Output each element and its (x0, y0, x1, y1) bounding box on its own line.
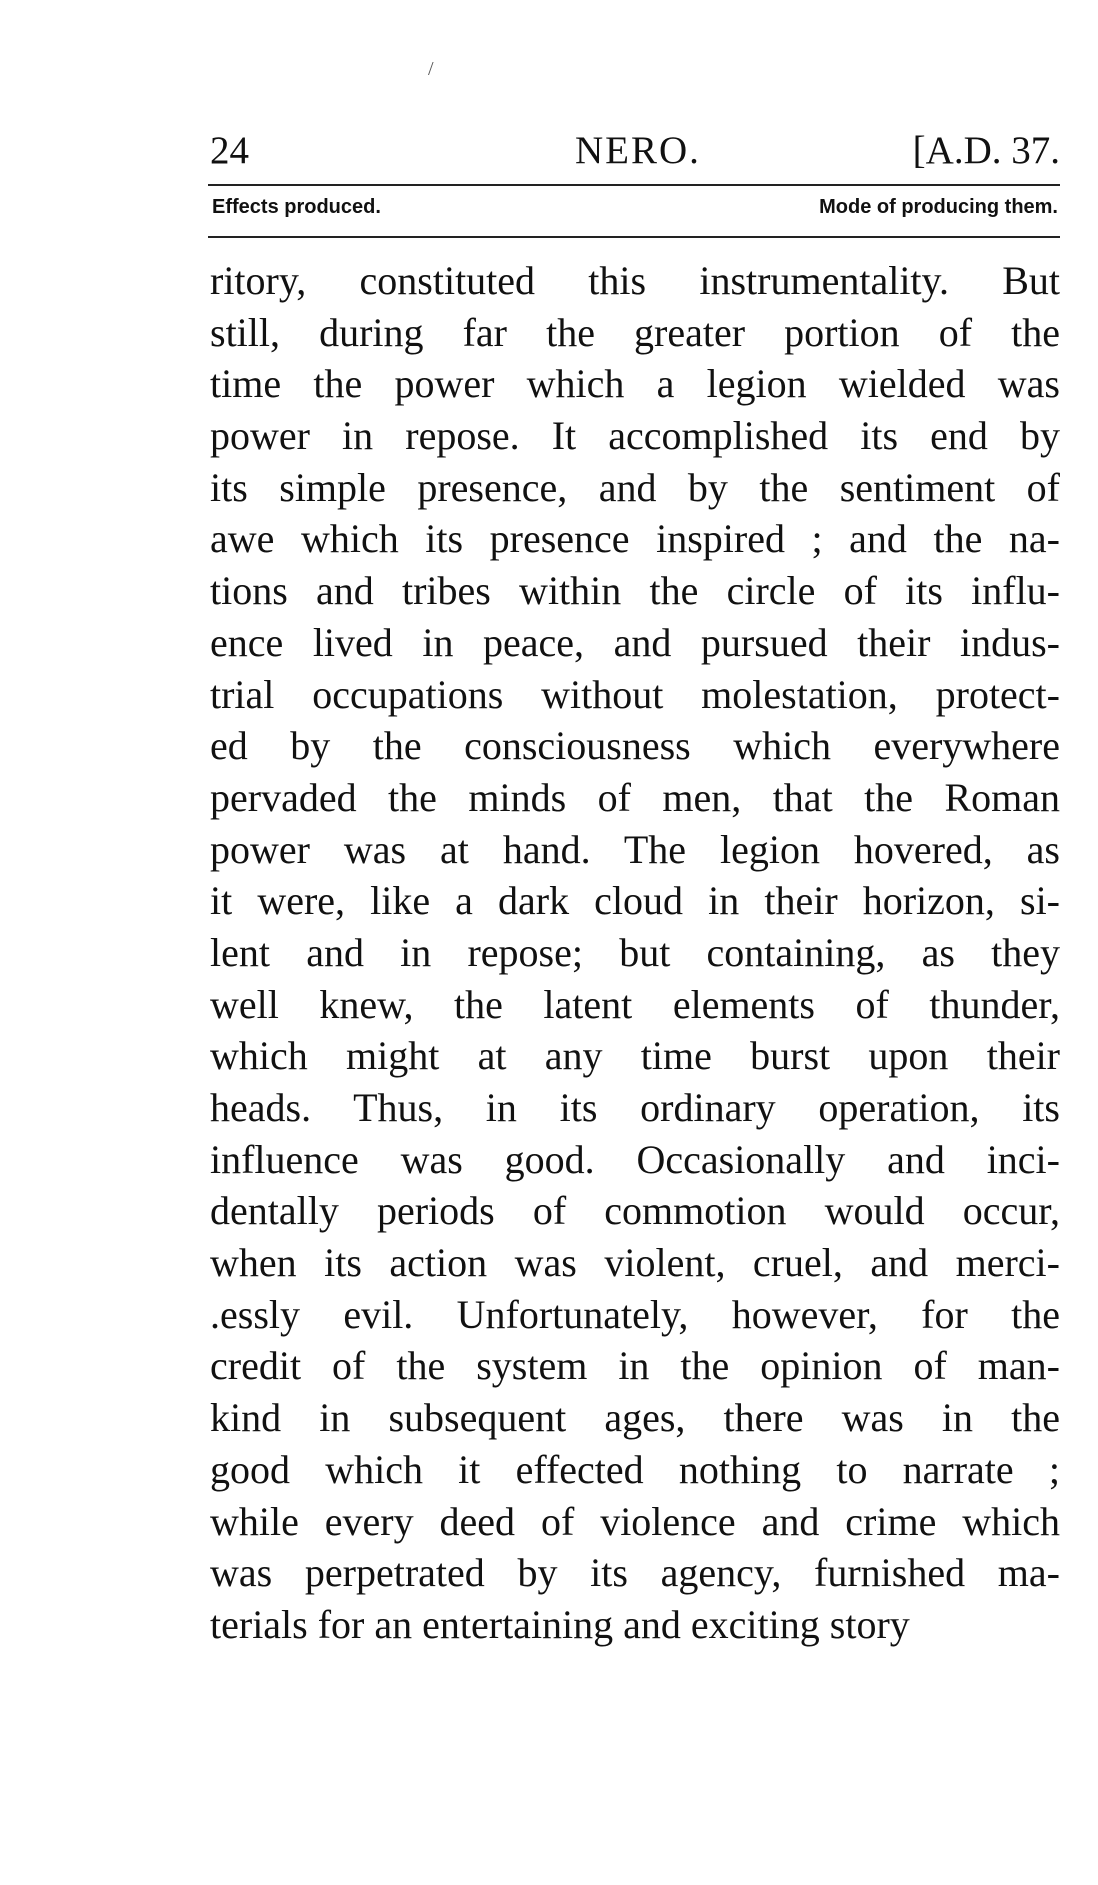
running-head (210, 128, 1060, 180)
page-number: 24 (210, 129, 249, 172)
body-text (210, 255, 1060, 1651)
text-line: tions and tribes within the circle of its influ- (210, 568, 1060, 614)
text-line: its simple presence, and by the sentiment of (210, 464, 1060, 510)
margin-note-right: Mode of producing them. (819, 196, 1058, 218)
margin-note-rule (208, 236, 1060, 238)
text-line: ed by the consciousness which everywhere (210, 723, 1060, 769)
text-line: good which it effected nothing to narrate ; (210, 1446, 1060, 1492)
text-line: trial occupations without molestation, protect- (210, 671, 1060, 717)
text-line: power was at hand. The legion hovered, as (210, 826, 1060, 872)
text-line: ritory, constituted this instrumentality. But (210, 258, 1060, 303)
text-line: lent and in repose; but containing, as they (210, 929, 1060, 975)
stray-mark: / (428, 58, 434, 80)
margin-note-left: Effects produced. (212, 196, 381, 218)
text-line: time the power which a legion wielded was (210, 361, 1060, 407)
text-line: was perpetrated by its agency, furnished ma- (210, 1550, 1060, 1596)
text-line: terials for an entertaining and exciting story (210, 1601, 910, 1647)
text-line: when its action was violent, cruel, and merci- (210, 1240, 1060, 1286)
era-label: [A.D. 37. (912, 129, 1060, 172)
text-line: still, during far the greater portion of the (210, 309, 1060, 355)
text-line: well knew, the latent elements of thunder, (210, 981, 1060, 1027)
text-line: it were, like a dark cloud in their horizon, si- (210, 878, 1060, 924)
text-line: power in repose. It accomplished its end by (210, 413, 1060, 459)
text-line: awe which its presence inspired ; and the na- (210, 516, 1060, 562)
text-line: dentally periods of commotion would occur, (210, 1188, 1060, 1234)
text-line: influence was good. Occasionally and inci- (210, 1136, 1060, 1182)
text-line: pervaded the minds of men, that the Roman (210, 774, 1060, 820)
book-title: NERO. (575, 129, 701, 172)
text-line: which might at any time burst upon their (210, 1033, 1060, 1079)
text-line: while every deed of violence and crime which (210, 1498, 1060, 1544)
text-line: heads. Thus, in its ordinary operation, its (210, 1085, 1060, 1130)
header-rule (208, 184, 1060, 186)
text-line: .essly evil. Unfortunately, however, for the (210, 1291, 1060, 1337)
text-line: kind in subsequent ages, there was in the (210, 1395, 1060, 1441)
text-line: ence lived in peace, and pursued their indus- (210, 619, 1060, 665)
margin-notes (212, 196, 1058, 228)
text-line: credit of the system in the opinion of man- (210, 1343, 1060, 1389)
